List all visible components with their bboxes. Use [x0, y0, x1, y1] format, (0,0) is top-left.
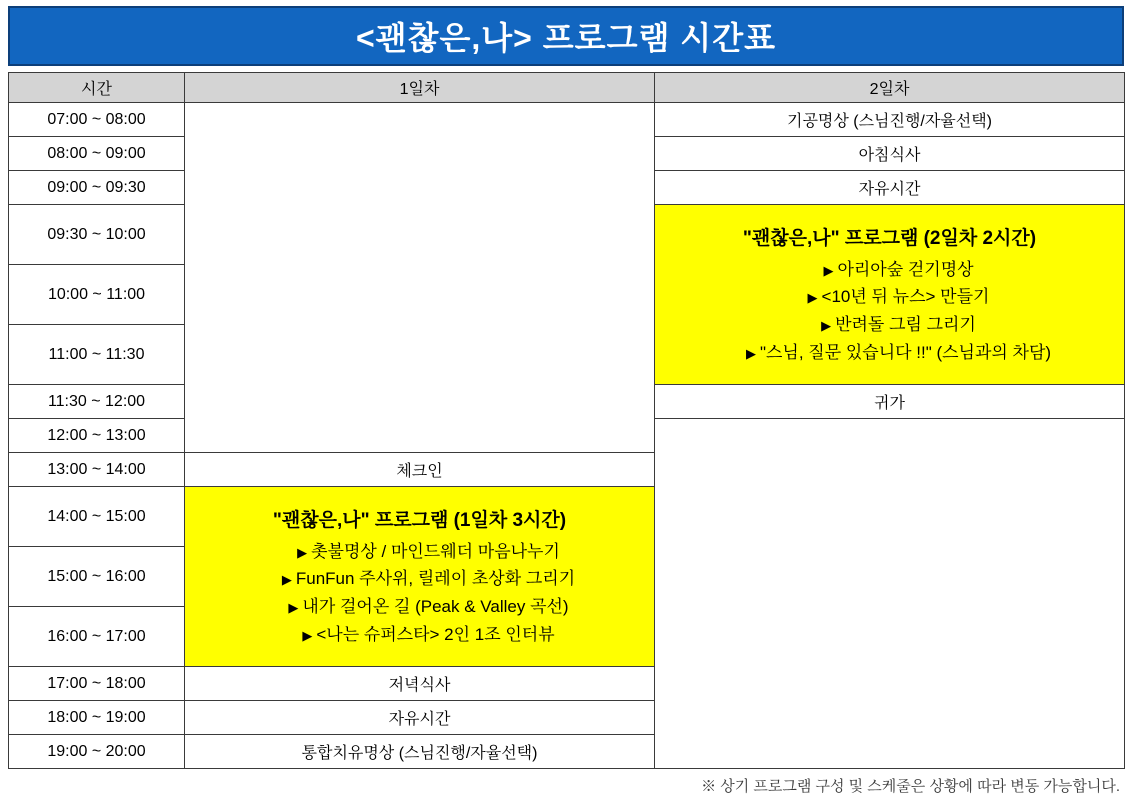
day2-program-item-label: <10년 뒤 뉴스> 만들기 [821, 287, 990, 307]
time-slot: 19:00 ~ 20:00 [9, 735, 185, 769]
table-header-row [9, 73, 1125, 103]
day2-program-title: "괜찮은,나" 프로그램 (2일차 2시간) [742, 227, 1037, 249]
time-slot: 11:30 ~ 12:00 [9, 385, 185, 419]
column-header-day2: 2일차 [655, 73, 1125, 103]
time-slot: 12:00 ~ 13:00 [9, 419, 185, 453]
bullet-icon: ▶ [821, 318, 832, 333]
day2-breakfast: 아침식사 [655, 137, 1125, 171]
time-slot: 17:00 ~ 18:00 [9, 667, 185, 701]
time-slot: 11:00 ~ 11:30 [9, 325, 185, 385]
time-slot: 13:00 ~ 14:00 [9, 453, 185, 487]
bullet-icon: ▶ [297, 544, 308, 560]
bullet-icon: ▶ [807, 290, 818, 306]
day1-evening-meditation: 통합치유명상 (스님진행/자율선택) [185, 735, 655, 769]
time-slot: 08:00 ~ 09:00 [9, 137, 185, 171]
day2-departure: 귀가 [655, 385, 1125, 419]
time-slot: 18:00 ~ 19:00 [9, 701, 185, 735]
day1-program-item-label: 내가 걸어온 길 (Peak & Valley 곡선) [302, 597, 569, 616]
day1-program-item [185, 621, 654, 649]
day1-program-item-label: FunFun 주사위, 릴레이 초상화 그리기 [295, 569, 576, 589]
day2-program-item-label: "스님, 질문 있습니다 !!" (스님과의 차담) [759, 342, 1052, 362]
day1-empty-block [185, 103, 655, 453]
day2-program-item [655, 311, 1124, 339]
day1-checkin: 체크인 [185, 453, 655, 487]
day1-free-time: 자유시간 [185, 701, 655, 735]
schedule-table [8, 72, 1125, 769]
day1-dinner: 저녁식사 [185, 667, 655, 701]
day2-empty-block [655, 419, 1125, 769]
bullet-icon: ▶ [288, 600, 299, 615]
title-bar [8, 6, 1124, 66]
bullet-icon: ▶ [823, 262, 834, 278]
time-slot: 09:00 ~ 09:30 [9, 171, 185, 205]
footnote: ※ 상기 프로그램 구성 및 스케줄은 상황에 따라 변동 가능합니다. [701, 778, 1120, 795]
day1-program-item [185, 565, 654, 593]
time-slot: 10:00 ~ 11:00 [9, 265, 185, 325]
day2-morning-meditation: 기공명상 (스님진행/자율선택) [655, 103, 1125, 137]
bullet-icon: ▶ [745, 345, 756, 361]
day2-free-time: 자유시간 [655, 171, 1125, 205]
time-slot: 07:00 ~ 08:00 [9, 103, 185, 137]
day1-program-item-label: <나는 슈퍼스타> 2인 1조 인터뷰 [316, 624, 555, 644]
day1-program-title: "괜찮은,나" 프로그램 (1일차 3시간) [272, 509, 567, 531]
bullet-icon: ▶ [302, 627, 313, 643]
page-title: <괜찮은,나> 프로그램 시간표 [355, 20, 777, 56]
day2-program-item-label: 반려돌 그림 그리기 [835, 315, 976, 334]
day1-program-block [185, 487, 655, 667]
time-slot: 14:00 ~ 15:00 [9, 487, 185, 547]
day1-program-item [185, 538, 654, 566]
column-header-day1: 1일차 [185, 73, 655, 103]
bullet-icon: ▶ [281, 572, 292, 588]
table-row [9, 103, 1125, 137]
column-header-time: 시간 [9, 73, 185, 103]
time-slot: 09:30 ~ 10:00 [9, 205, 185, 265]
time-slot: 16:00 ~ 17:00 [9, 607, 185, 667]
day1-program-item [185, 593, 654, 621]
day2-program-item-label: 아리아숲 걷기명상 [837, 259, 974, 279]
time-slot: 15:00 ~ 16:00 [9, 547, 185, 607]
day1-program-item-label: 촛불명상 / 마인드웨더 마음나누기 [311, 541, 560, 561]
day2-program-item [655, 339, 1124, 367]
day2-program-item [655, 283, 1124, 311]
day2-program-block [655, 205, 1125, 385]
day2-program-item [655, 256, 1124, 284]
